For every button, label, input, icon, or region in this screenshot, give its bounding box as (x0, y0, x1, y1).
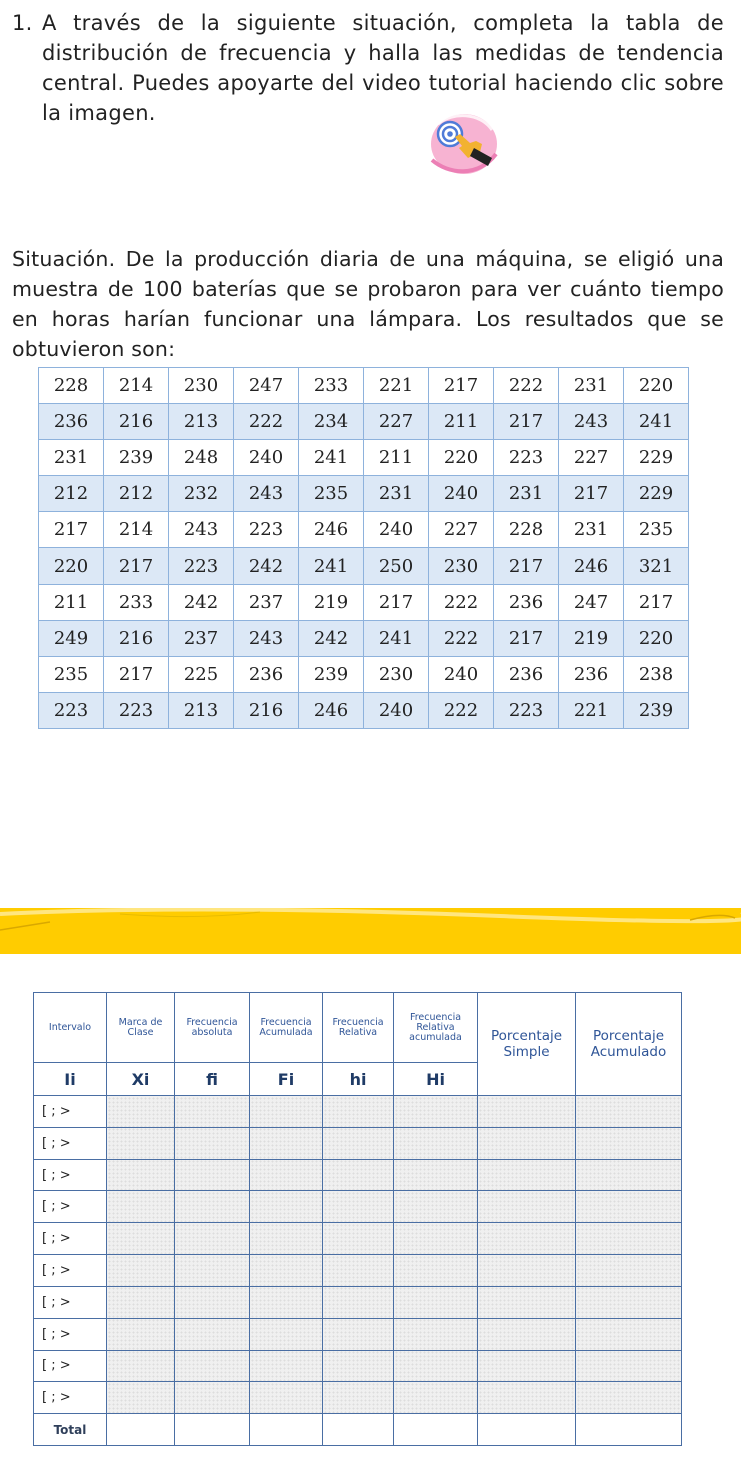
answer-cell[interactable] (323, 1191, 394, 1223)
total-cell[interactable] (175, 1414, 250, 1446)
interval-row (34, 1191, 682, 1223)
total-label: Total (34, 1414, 107, 1446)
answer-cell[interactable] (323, 1286, 394, 1318)
data-cell: 223 (169, 548, 234, 584)
interval-row (34, 1159, 682, 1191)
data-cell: 242 (169, 584, 234, 620)
interval-row (34, 1223, 682, 1255)
answer-cell[interactable] (250, 1318, 323, 1350)
data-cell: 230 (169, 368, 234, 404)
interval-label: [ ; > (34, 1223, 107, 1255)
total-cell[interactable] (323, 1414, 394, 1446)
answer-cell[interactable] (394, 1096, 478, 1128)
answer-cell[interactable] (175, 1318, 250, 1350)
answer-cell[interactable] (250, 1350, 323, 1382)
data-table (38, 367, 689, 729)
answer-cell[interactable] (107, 1350, 175, 1382)
data-cell: 231 (559, 512, 624, 548)
data-cell: 239 (624, 692, 689, 728)
data-cell: 217 (104, 656, 169, 692)
answer-cell[interactable] (478, 1350, 576, 1382)
interval-row (34, 1350, 682, 1382)
data-cell: 228 (494, 512, 559, 548)
data-cell: 216 (104, 404, 169, 440)
answer-cell[interactable] (323, 1318, 394, 1350)
answer-cell[interactable] (478, 1096, 576, 1128)
data-cell: 214 (104, 368, 169, 404)
data-cell: 239 (299, 656, 364, 692)
answer-cell[interactable] (478, 1382, 576, 1414)
data-cell: 237 (234, 584, 299, 620)
interval-row (34, 1096, 682, 1128)
total-cell[interactable] (250, 1414, 323, 1446)
data-cell: 223 (494, 692, 559, 728)
data-cell: 250 (364, 548, 429, 584)
data-cell: 240 (364, 512, 429, 548)
data-cell: 212 (39, 476, 104, 512)
data-cell: 246 (559, 548, 624, 584)
answer-cell[interactable] (107, 1191, 175, 1223)
answer-cell[interactable] (478, 1191, 576, 1223)
data-row (39, 692, 689, 728)
interval-label: [ ; > (34, 1318, 107, 1350)
data-cell: 217 (624, 584, 689, 620)
answer-cell[interactable] (576, 1223, 682, 1255)
answer-cell[interactable] (250, 1159, 323, 1191)
data-cell: 227 (364, 404, 429, 440)
interval-label: [ ; > (34, 1159, 107, 1191)
data-cell: 217 (39, 512, 104, 548)
interval-label: [ ; > (34, 1127, 107, 1159)
data-cell: 227 (559, 440, 624, 476)
interval-label: [ ; > (34, 1382, 107, 1414)
data-cell: 222 (234, 404, 299, 440)
total-cell[interactable] (107, 1414, 175, 1446)
frequency-distribution-table (33, 992, 682, 1446)
answer-cell[interactable] (323, 1096, 394, 1128)
answer-cell[interactable] (175, 1159, 250, 1191)
answer-cell[interactable] (250, 1127, 323, 1159)
interval-label: [ ; > (34, 1191, 107, 1223)
interval-label: [ ; > (34, 1096, 107, 1128)
answer-cell[interactable] (107, 1127, 175, 1159)
data-cell: 233 (104, 584, 169, 620)
header-frecuencia-acumulada: Frecuencia Acumulada (250, 993, 323, 1063)
answer-cell[interactable] (478, 1127, 576, 1159)
data-cell: 234 (299, 404, 364, 440)
data-cell: 243 (234, 476, 299, 512)
situation-text: Situación. De la producción diaria de una máquina, se eligió una muestra de 100 baterías que se probaron para ver cuánto tiempo en horas harían funcionar una lámpara. Los resultados que se obtuvieron son: (12, 247, 724, 361)
data-cell: 242 (299, 620, 364, 656)
data-cell: 235 (39, 656, 104, 692)
data-row (39, 584, 689, 620)
data-cell: 227 (429, 512, 494, 548)
answer-cell[interactable] (394, 1286, 478, 1318)
data-cell: 236 (234, 656, 299, 692)
answer-cell[interactable] (576, 1318, 682, 1350)
data-cell: 248 (169, 440, 234, 476)
data-cell: 243 (169, 512, 234, 548)
answer-cell[interactable] (576, 1159, 682, 1191)
answer-cell[interactable] (107, 1223, 175, 1255)
data-cell: 231 (364, 476, 429, 512)
data-cell: 217 (429, 368, 494, 404)
header-frecuencia-absoluta: Frecuencia absoluta (175, 993, 250, 1063)
answer-cell[interactable] (394, 1191, 478, 1223)
data-cell: 236 (559, 656, 624, 692)
answer-cell[interactable] (250, 1255, 323, 1287)
data-cell: 249 (39, 620, 104, 656)
answer-cell[interactable] (250, 1223, 323, 1255)
interval-row (34, 1382, 682, 1414)
answer-cell[interactable] (478, 1318, 576, 1350)
answer-cell[interactable] (576, 1350, 682, 1382)
symbol-ii: Ii (34, 1063, 107, 1096)
data-cell: 232 (169, 476, 234, 512)
data-cell: 220 (429, 440, 494, 476)
data-cell: 216 (104, 620, 169, 656)
yellow-banner (0, 908, 741, 954)
data-cell: 241 (299, 440, 364, 476)
header-intervalo: Intervalo (34, 993, 107, 1063)
data-cell: 229 (624, 440, 689, 476)
data-cell: 223 (104, 692, 169, 728)
data-cell: 236 (494, 656, 559, 692)
answer-cell[interactable] (394, 1127, 478, 1159)
data-cell: 230 (364, 656, 429, 692)
data-cell: 240 (234, 440, 299, 476)
symbol-xi: Xi (107, 1063, 175, 1096)
data-cell: 241 (299, 548, 364, 584)
data-cell: 242 (234, 548, 299, 584)
answer-cell[interactable] (323, 1127, 394, 1159)
data-cell: 211 (364, 440, 429, 476)
interval-row (34, 1127, 682, 1159)
answer-cell[interactable] (576, 1382, 682, 1414)
data-cell: 221 (364, 368, 429, 404)
data-row (39, 548, 689, 584)
answer-cell[interactable] (107, 1096, 175, 1128)
symbol-hi-cumulative: Hi (394, 1063, 478, 1096)
data-row (39, 368, 689, 404)
instruction-number: 1. (12, 11, 33, 35)
data-cell: 236 (39, 404, 104, 440)
data-cell: 221 (559, 692, 624, 728)
header-frecuencia-relativa-acumulada: Frecuencia Relativa acumulada (394, 993, 478, 1063)
answer-cell[interactable] (250, 1286, 323, 1318)
answer-cell[interactable] (107, 1255, 175, 1287)
data-cell: 213 (169, 692, 234, 728)
data-cell: 241 (364, 620, 429, 656)
answer-cell[interactable] (107, 1286, 175, 1318)
data-cell: 220 (624, 620, 689, 656)
interval-row (34, 1255, 682, 1287)
data-cell: 211 (429, 404, 494, 440)
data-cell: 231 (559, 368, 624, 404)
data-cell: 238 (624, 656, 689, 692)
data-row (39, 404, 689, 440)
answer-cell[interactable] (175, 1382, 250, 1414)
data-cell: 246 (299, 512, 364, 548)
data-cell: 241 (624, 404, 689, 440)
data-cell: 233 (299, 368, 364, 404)
data-cell: 217 (494, 404, 559, 440)
answer-cell[interactable] (323, 1159, 394, 1191)
interval-row (34, 1286, 682, 1318)
data-cell: 212 (104, 476, 169, 512)
header-porcentaje-simple: Porcentaje Simple (478, 993, 576, 1096)
header-marca-clase: Marca de Clase (107, 993, 175, 1063)
data-cell: 217 (494, 548, 559, 584)
answer-cell[interactable] (394, 1223, 478, 1255)
data-cell: 222 (429, 584, 494, 620)
answer-cell[interactable] (478, 1255, 576, 1287)
data-cell: 230 (429, 548, 494, 584)
total-cell[interactable] (576, 1414, 682, 1446)
data-cell: 228 (39, 368, 104, 404)
video-tutorial-hand-icon[interactable] (418, 104, 500, 180)
data-cell: 217 (559, 476, 624, 512)
answer-cell[interactable] (250, 1096, 323, 1128)
data-row (39, 656, 689, 692)
data-cell: 219 (299, 584, 364, 620)
data-cell: 229 (624, 476, 689, 512)
data-cell: 217 (494, 620, 559, 656)
data-cell: 240 (364, 692, 429, 728)
data-cell: 222 (429, 692, 494, 728)
data-cell: 223 (234, 512, 299, 548)
data-cell: 222 (494, 368, 559, 404)
answer-cell[interactable] (175, 1255, 250, 1287)
data-cell: 223 (39, 692, 104, 728)
total-cell[interactable] (394, 1414, 478, 1446)
symbol-fi-cumulative: Fi (250, 1063, 323, 1096)
answer-cell[interactable] (394, 1159, 478, 1191)
instruction-text: A través de la siguiente situación, completa la tabla de distribución de frecuencia y halla las medidas de tendencia central. Puedes apoyarte del video tutorial haciendo clic sobre la imagen. (42, 11, 724, 125)
data-cell: 220 (624, 368, 689, 404)
data-row (39, 620, 689, 656)
data-cell: 222 (429, 620, 494, 656)
answer-cell[interactable] (175, 1350, 250, 1382)
data-cell: 220 (39, 548, 104, 584)
interval-label: [ ; > (34, 1286, 107, 1318)
data-cell: 216 (234, 692, 299, 728)
answer-cell[interactable] (394, 1255, 478, 1287)
interval-label: [ ; > (34, 1350, 107, 1382)
data-cell: 211 (39, 584, 104, 620)
answer-cell[interactable] (394, 1350, 478, 1382)
answer-cell[interactable] (394, 1382, 478, 1414)
data-row (39, 440, 689, 476)
answer-cell[interactable] (576, 1096, 682, 1128)
data-cell: 321 (624, 548, 689, 584)
data-cell: 246 (299, 692, 364, 728)
data-cell: 235 (624, 512, 689, 548)
header-frecuencia-relativa: Frecuencia Relativa (323, 993, 394, 1063)
answer-cell[interactable] (250, 1382, 323, 1414)
answer-cell[interactable] (323, 1223, 394, 1255)
data-cell: 247 (559, 584, 624, 620)
answer-cell[interactable] (107, 1382, 175, 1414)
data-cell: 225 (169, 656, 234, 692)
data-cell: 223 (494, 440, 559, 476)
interval-row (34, 1318, 682, 1350)
answer-cell[interactable] (107, 1159, 175, 1191)
total-row (34, 1414, 682, 1446)
data-row (39, 476, 689, 512)
answer-cell[interactable] (323, 1350, 394, 1382)
data-cell: 235 (299, 476, 364, 512)
answer-cell[interactable] (394, 1318, 478, 1350)
data-cell: 243 (234, 620, 299, 656)
data-cell: 219 (559, 620, 624, 656)
symbol-fi: fi (175, 1063, 250, 1096)
data-cell: 231 (39, 440, 104, 476)
interval-label: [ ; > (34, 1255, 107, 1287)
data-cell: 239 (104, 440, 169, 476)
total-cell[interactable] (478, 1414, 576, 1446)
answer-cell[interactable] (175, 1223, 250, 1255)
data-cell: 217 (364, 584, 429, 620)
answer-cell[interactable] (175, 1191, 250, 1223)
symbol-hi: hi (323, 1063, 394, 1096)
answer-cell[interactable] (576, 1255, 682, 1287)
header-porcentaje-acumulado: Porcentaje Acumulado (576, 993, 682, 1096)
answer-cell[interactable] (478, 1223, 576, 1255)
data-cell: 240 (429, 656, 494, 692)
answer-cell[interactable] (107, 1318, 175, 1350)
instruction-block (12, 8, 724, 128)
answer-cell[interactable] (175, 1096, 250, 1128)
answer-cell[interactable] (323, 1382, 394, 1414)
answer-cell[interactable] (576, 1127, 682, 1159)
data-cell: 237 (169, 620, 234, 656)
answer-cell[interactable] (250, 1191, 323, 1223)
data-cell: 247 (234, 368, 299, 404)
answer-cell[interactable] (478, 1286, 576, 1318)
answer-cell[interactable] (175, 1127, 250, 1159)
data-cell: 243 (559, 404, 624, 440)
answer-cell[interactable] (576, 1191, 682, 1223)
data-cell: 217 (104, 548, 169, 584)
answer-cell[interactable] (323, 1255, 394, 1287)
data-cell: 214 (104, 512, 169, 548)
data-cell: 231 (494, 476, 559, 512)
data-cell: 236 (494, 584, 559, 620)
answer-cell[interactable] (478, 1159, 576, 1191)
data-cell: 240 (429, 476, 494, 512)
data-row (39, 512, 689, 548)
answer-cell[interactable] (175, 1286, 250, 1318)
data-cell: 213 (169, 404, 234, 440)
answer-cell[interactable] (576, 1286, 682, 1318)
